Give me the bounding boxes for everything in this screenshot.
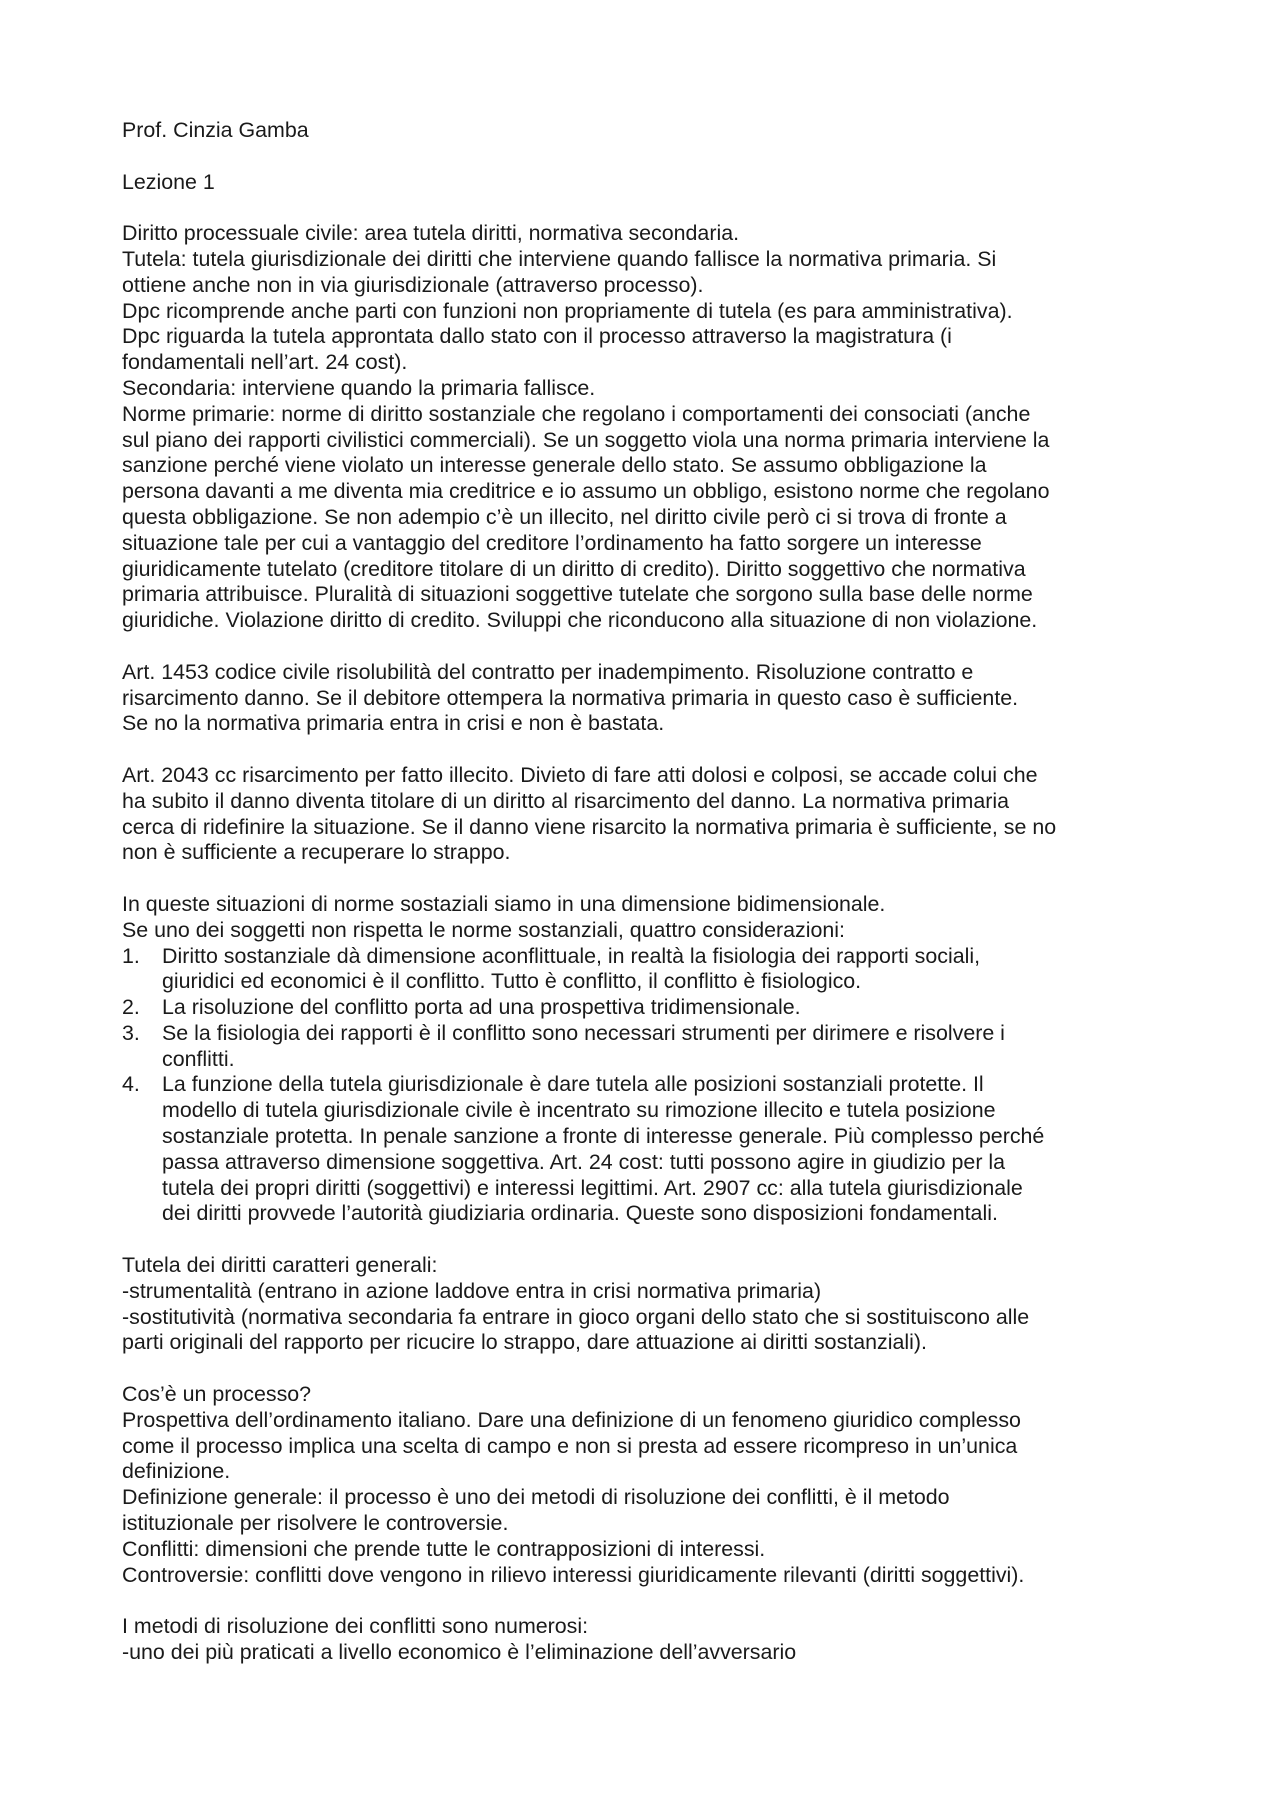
list-number: 1. xyxy=(122,943,140,968)
spacer xyxy=(122,866,1182,892)
paragraph: Secondaria: interviene quando la primaria fallisce. xyxy=(122,375,596,400)
lesson-title: Lezione 1 xyxy=(122,169,215,194)
spacer xyxy=(122,737,1182,763)
spacer xyxy=(122,1588,1182,1614)
paragraph: Prospettiva dell’ordinamento italiano. Dare una definizione di un fenomeno giuridico complesso come il processo implica una scelta di campo e non si presta ad essere ricompreso in un’unica definizione. xyxy=(122,1407,1021,1484)
author-line: Prof. Cinzia Gamba xyxy=(122,118,309,142)
list-item-text: La funzione della tutela giurisdizionale è dare tutela alle posizioni sostanziali protette. Il modello di tutela giurisdizionale civile è incentrato su rimozione illecito e tutela posizione sostanziale protetta. In penale sanzione a fronte di interesse generale. Più complesso perché passa attraverso dimensione soggettiva. Art. 24 cost: tutti possono agire in giudizio per la tutela dei propri diritti (soggettivi) e interessi legittimi. Art. 2907 cc: alla tutela giurisdizionale dei diritti provvede l’autorità giudiziaria ordinaria. Queste sono disposizioni fondamentali. xyxy=(162,1072,1045,1226)
considerations-list xyxy=(122,944,1182,1228)
list-item xyxy=(122,1021,1182,1073)
paragraph-art-2043: Art. 2043 cc risarcimento per fatto illecito. Divieto di fare atti dolosi e colposi, se accade colui che ha subito il danno diventa titolare di un diritto al risarcimento del danno. La normativa primaria cerca di ridefinire la situazione. Se il danno viene risarcito la normativa primaria è sufficiente, se no non è sufficiente a recuperare lo strappo. xyxy=(122,762,1057,865)
paragraph: Controversie: conflitti dove vengono in rilievo interessi giuridicamente rilevanti (diritti soggettivi). xyxy=(122,1562,1025,1587)
paragraph: Definizione generale: il processo è uno dei metodi di risoluzione dei conflitti, è il metodo istituzionale per risolvere le controversie. xyxy=(122,1485,950,1536)
paragraph: -uno dei più praticati a livello economico è l’eliminazione dell’avversario xyxy=(122,1640,797,1665)
list-item xyxy=(122,995,1182,1021)
paragraph: Conflitti: dimensioni che prende tutte le contrapposizioni di interessi. xyxy=(122,1536,766,1561)
list-item xyxy=(122,944,1182,996)
section-question: Cos’è un processo? xyxy=(122,1382,312,1407)
paragraph: Se uno dei soggetti non rispetta le norme sostanziali, quattro considerazioni: xyxy=(122,917,845,942)
list-item-text: Se la fisiologia dei rapporti è il conflitto sono necessari strumenti per dirimere e risolvere i conflitti. xyxy=(162,1020,1005,1071)
document-page xyxy=(122,118,1182,1666)
spacer xyxy=(122,195,1182,221)
list-item-text: La risoluzione del conflitto porta ad una prospettiva tridimensionale. xyxy=(162,995,801,1020)
spacer xyxy=(122,144,1182,170)
list-number: 2. xyxy=(122,995,140,1020)
paragraph: In queste situazioni di norme sostaziali siamo in una dimensione bidimensionale. xyxy=(122,891,886,916)
paragraph: I metodi di risoluzione dei conflitti sono numerosi: xyxy=(122,1614,589,1639)
paragraph: Dpc ricomprende anche parti con funzioni non propriamente di tutela (es para amministrativa). xyxy=(122,298,1013,323)
paragraph: Norme primarie: norme di diritto sostanziale che regolano i comportamenti dei consociati (anche sul piano dei rapporti civilistici commerciali). Se un soggetto viola una norma primaria interviene la sanzione perché viene violato un interesse generale dello stato. Se assumo obbligazione la persona davanti a me diventa mia creditrice e io assumo un obbligo, esistono norme che regolano questa obbligazione. Se non adempio c’è un illecito, nel diritto civile però ci si trova di fronte a situazione tale per cui a vantaggio del creditore l’ordinamento ha fatto sorgere un interesse giuridicamente tutelato (creditore titolare di un diritto di credito). Diritto soggettivo che normativa primaria attribuisce. Pluralità di situazioni soggettive tutelate che sorgono sulla base delle norme giuridiche. Violazione diritto di credito. Sviluppi che riconducono alla situazione di non violazione. xyxy=(122,401,1050,633)
paragraph: Tutela dei diritti caratteri generali: xyxy=(122,1253,438,1278)
paragraph-art-1453: Art. 1453 codice civile risolubilità del contratto per inadempimento. Risoluzione contratto e risarcimento danno. Se il debitore ottempera la normativa primaria in questo caso è sufficiente. Se no la normativa primaria entra in crisi e non è bastata. xyxy=(122,659,1019,736)
list-item xyxy=(122,1072,1182,1227)
paragraph: -strumentalità (entrano in azione laddove entra in crisi normativa primaria) xyxy=(122,1278,822,1303)
list-number: 4. xyxy=(122,1072,140,1097)
paragraph: Diritto processuale civile: area tutela diritti, normativa secondaria. xyxy=(122,221,740,246)
spacer xyxy=(122,634,1182,660)
paragraph: -sostitutività (normativa secondaria fa entrare in gioco organi dello stato che si sostituiscono alle parti originali del rapporto per ricucire lo strappo, dare attuazione ai diritti sostanziali). xyxy=(122,1304,1030,1355)
spacer xyxy=(122,1227,1182,1253)
paragraph: Dpc riguarda la tutela approntata dallo stato con il processo attraverso la magistratura (i fondamentali nell’art. 24 cost). xyxy=(122,324,952,375)
paragraph: Tutela: tutela giurisdizionale dei diritti che interviene quando fallisce la normativa primaria. Si ottiene anche non in via giurisdizionale (attraverso processo). xyxy=(122,246,997,297)
list-number: 3. xyxy=(122,1020,140,1045)
list-item-text: Diritto sostanziale dà dimensione aconflittuale, in realtà la fisiologia dei rapporti sociali, giuridici ed economici è il conflitto. Tutto è conflitto, il conflitto è fisiologico. xyxy=(162,943,981,994)
spacer xyxy=(122,1356,1182,1382)
